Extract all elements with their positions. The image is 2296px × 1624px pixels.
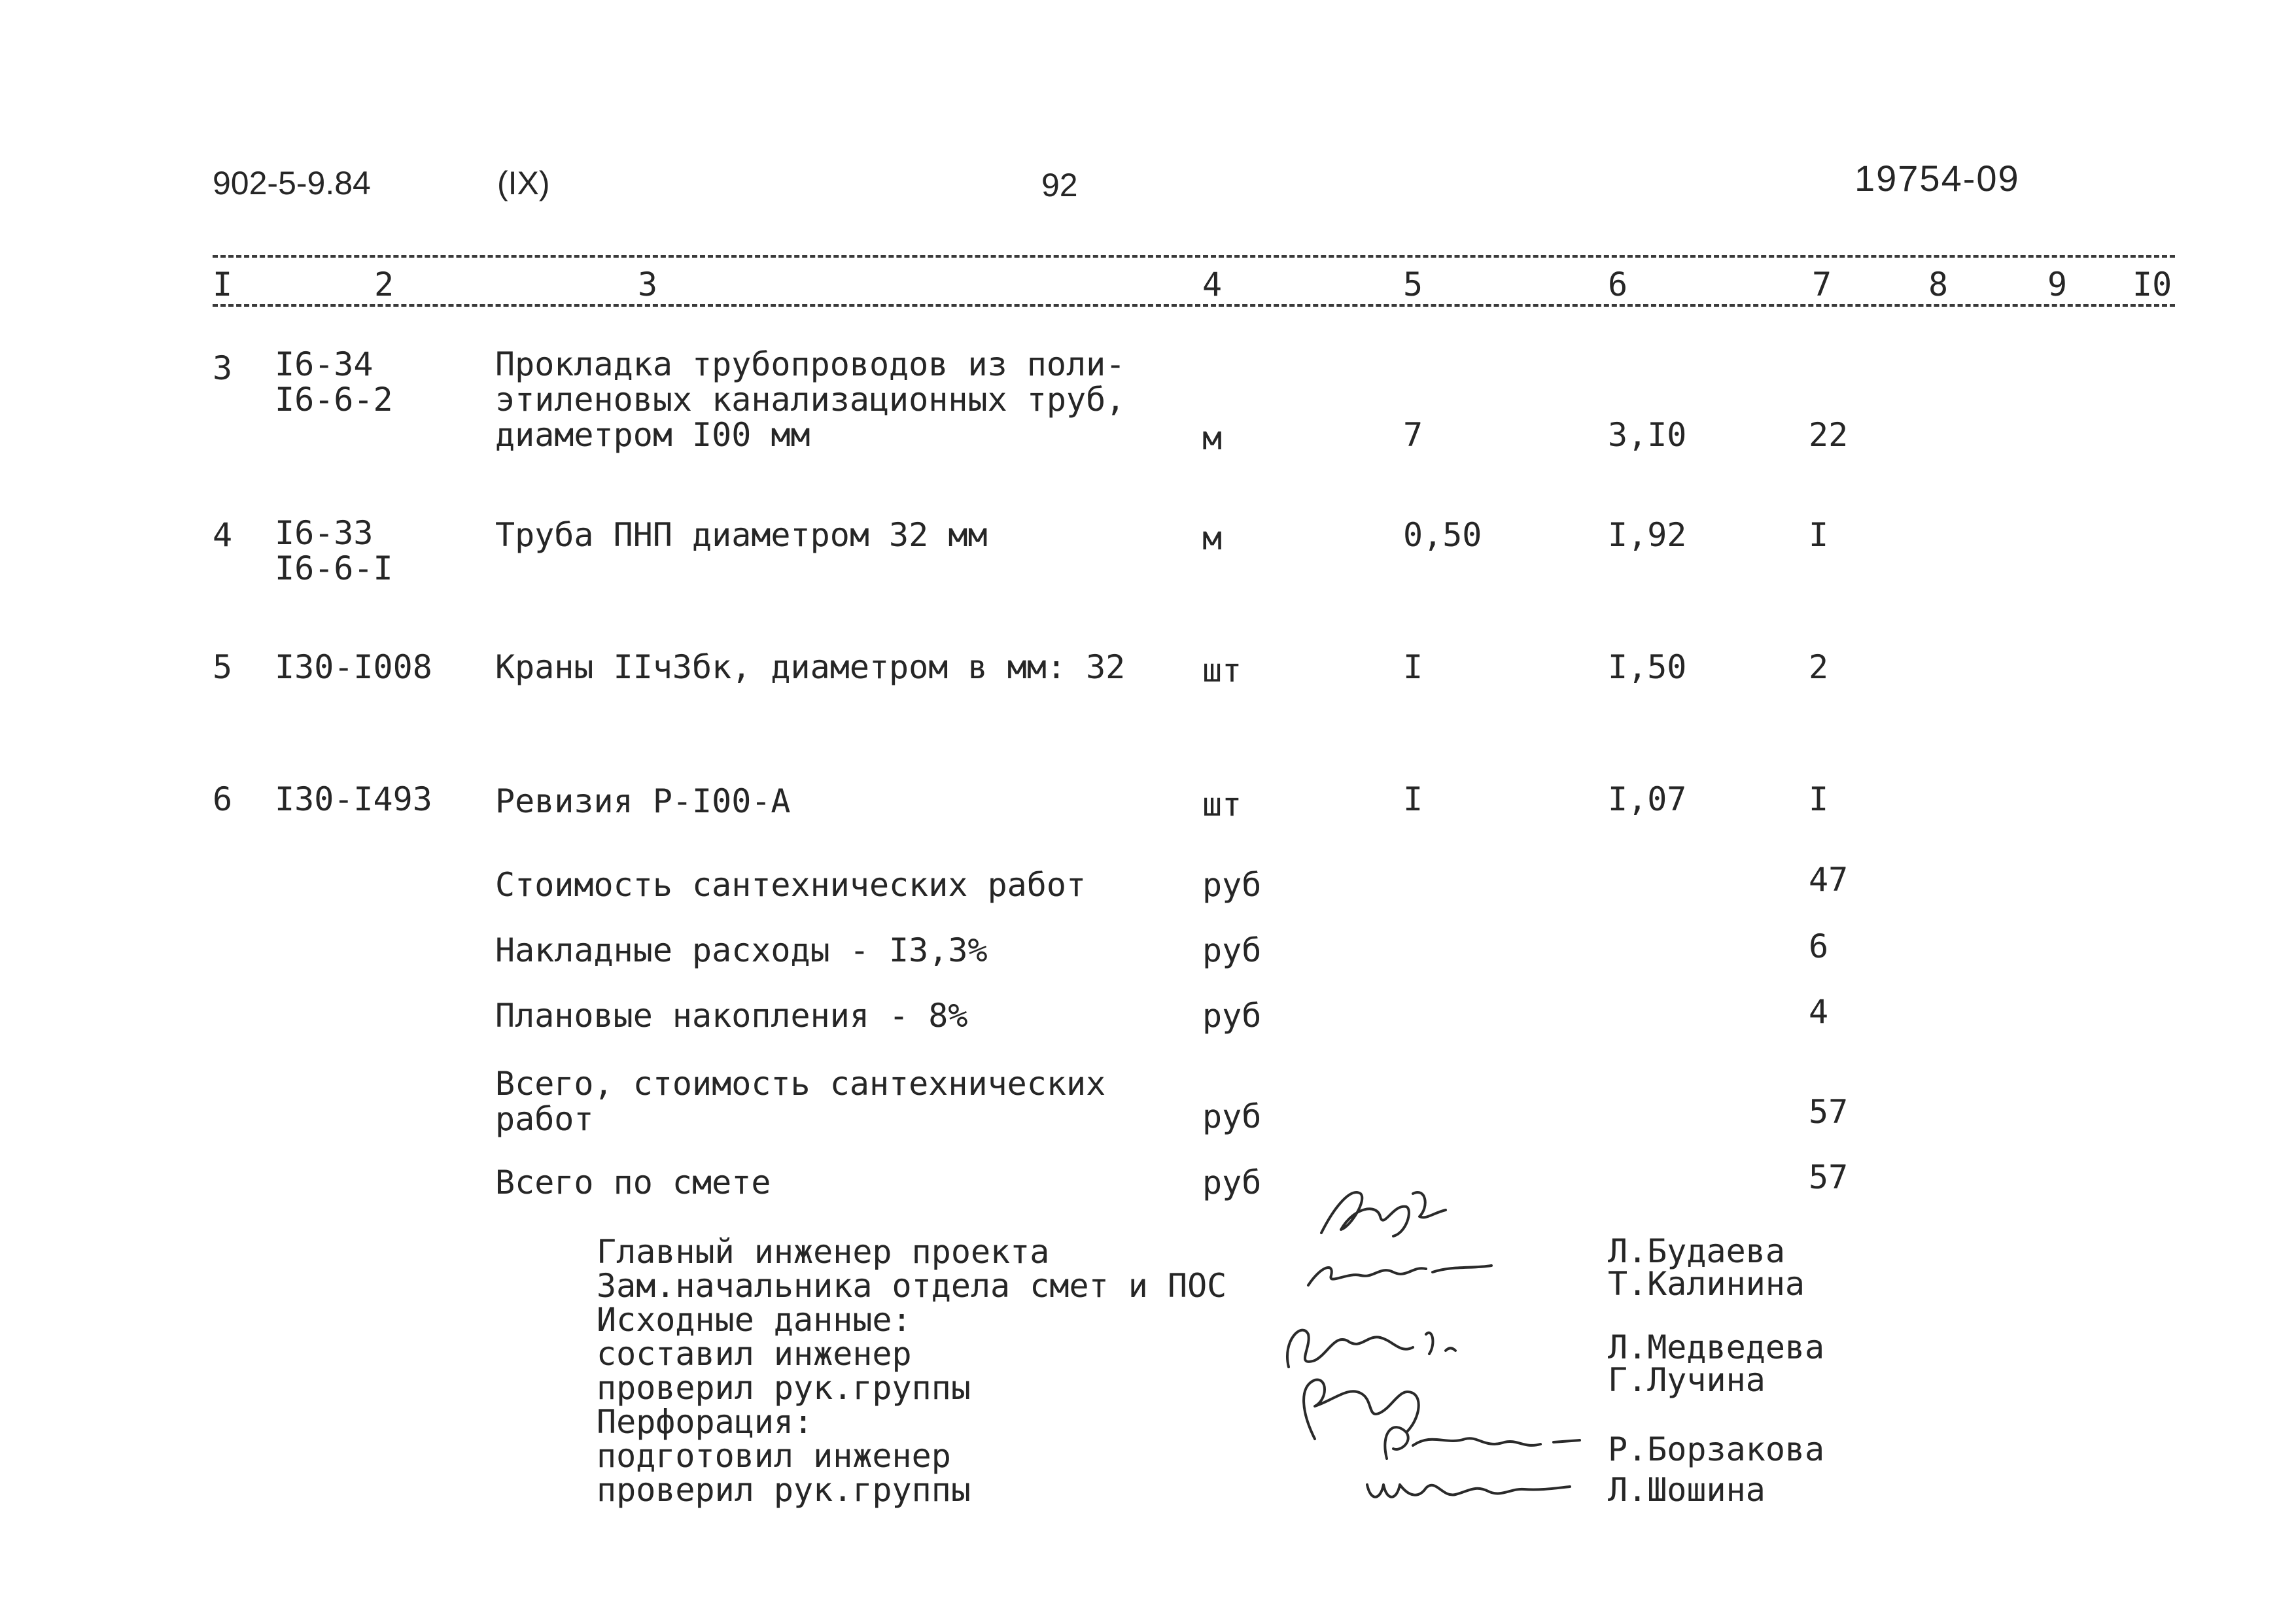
signoff-roles: Главный инженер проекта Зам.начальника отдела смет и ПОС Исходные данные: составил инженер проверил рук.группы Перфорация: подготовил инженер проверил рук.группы bbox=[597, 1233, 1227, 1509]
signature-deputy-head bbox=[1302, 1253, 1498, 1292]
summary-total: 4 bbox=[1809, 993, 1829, 1031]
row-unit: м bbox=[1202, 519, 1223, 557]
row-number: 3 bbox=[213, 349, 233, 387]
page-number: 92 bbox=[1041, 167, 1078, 203]
signature-chief-engineer bbox=[1315, 1181, 1478, 1239]
column-number: 8 bbox=[1928, 266, 1949, 303]
summary-name: Накладные расходы - I3,3% bbox=[495, 931, 988, 969]
signoff-names-bottom: Р.Борзакова Л.Шошина bbox=[1608, 1430, 1825, 1509]
summary-total: 57 bbox=[1809, 1093, 1849, 1131]
row-number: 5 bbox=[213, 648, 233, 686]
column-number: 4 bbox=[1202, 266, 1223, 303]
row-quantity: 0,50 bbox=[1403, 516, 1482, 554]
summary-total: 6 bbox=[1809, 927, 1829, 965]
row-quantity: 7 bbox=[1403, 416, 1423, 454]
summary-unit: руб bbox=[1202, 997, 1262, 1035]
section-number: (IX) bbox=[497, 165, 550, 201]
row-total: 22 bbox=[1809, 416, 1849, 454]
column-number: I bbox=[213, 266, 233, 303]
row-code: I6-33 I6-6-I bbox=[275, 514, 393, 587]
row-name: Прокладка трубопроводов из поли- этиленовых канализационных труб, диаметром I00 мм bbox=[495, 345, 1126, 454]
row-unit: м bbox=[1202, 419, 1223, 457]
row-code: I30-I008 bbox=[275, 648, 432, 686]
row-code: I6-34 I6-6-2 bbox=[275, 345, 393, 419]
row-price: I,92 bbox=[1608, 516, 1687, 554]
header-rule-top bbox=[213, 255, 2175, 258]
column-number: 2 bbox=[374, 266, 394, 303]
row-price: 3,I0 bbox=[1608, 416, 1687, 454]
summary-name: Плановые накопления - 8% bbox=[495, 997, 968, 1035]
summary-name: Всего, стоимость сантехнических работ bbox=[495, 1065, 1106, 1138]
row-unit: шт bbox=[1202, 786, 1242, 823]
column-number: 5 bbox=[1403, 266, 1423, 303]
summary-unit: руб bbox=[1202, 866, 1262, 904]
row-code: I30-I493 bbox=[275, 780, 432, 818]
row-number: 6 bbox=[213, 780, 233, 818]
signoff-names-middle: Л.Медведева Г.Лучина bbox=[1608, 1328, 1825, 1399]
row-price: I,07 bbox=[1608, 780, 1687, 818]
row-total: I bbox=[1809, 780, 1829, 818]
column-number: 7 bbox=[1812, 266, 1832, 303]
row-total: I bbox=[1809, 516, 1829, 554]
row-number: 4 bbox=[213, 516, 233, 554]
row-name: Труба ПНП диаметром 32 мм bbox=[495, 516, 988, 554]
summary-name: Всего по смете bbox=[495, 1164, 771, 1201]
signature-group-head bbox=[1361, 1462, 1576, 1511]
signoff-names-top: Л.Будаева Т.Калинина bbox=[1608, 1232, 1805, 1303]
inventory-number: 19754-09 bbox=[1854, 158, 2020, 199]
summary-total: 47 bbox=[1809, 861, 1849, 899]
summary-unit: руб bbox=[1202, 931, 1262, 969]
document-code: 902-5-9.84 bbox=[213, 165, 371, 201]
header-rule-bottom bbox=[213, 304, 2175, 307]
column-number: 6 bbox=[1608, 266, 1628, 303]
row-unit: шт bbox=[1202, 651, 1242, 689]
row-quantity: I bbox=[1403, 648, 1423, 686]
row-name: Краны IIч3бк, диаметром в мм: 32 bbox=[495, 648, 1126, 686]
summary-name: Стоимость сантехнических работ bbox=[495, 866, 1087, 904]
summary-total: 57 bbox=[1809, 1158, 1849, 1196]
signature-preparer bbox=[1374, 1413, 1590, 1465]
column-number: 9 bbox=[2047, 266, 2068, 303]
summary-unit: руб bbox=[1202, 1097, 1262, 1135]
row-price: I,50 bbox=[1608, 648, 1687, 686]
row-quantity: I bbox=[1403, 780, 1423, 818]
summary-unit: руб bbox=[1202, 1164, 1262, 1201]
column-number: I0 bbox=[2132, 266, 2172, 303]
row-total: 2 bbox=[1809, 648, 1829, 686]
row-name: Ревизия Р-I00-А bbox=[495, 782, 791, 820]
column-number: 3 bbox=[638, 266, 658, 303]
